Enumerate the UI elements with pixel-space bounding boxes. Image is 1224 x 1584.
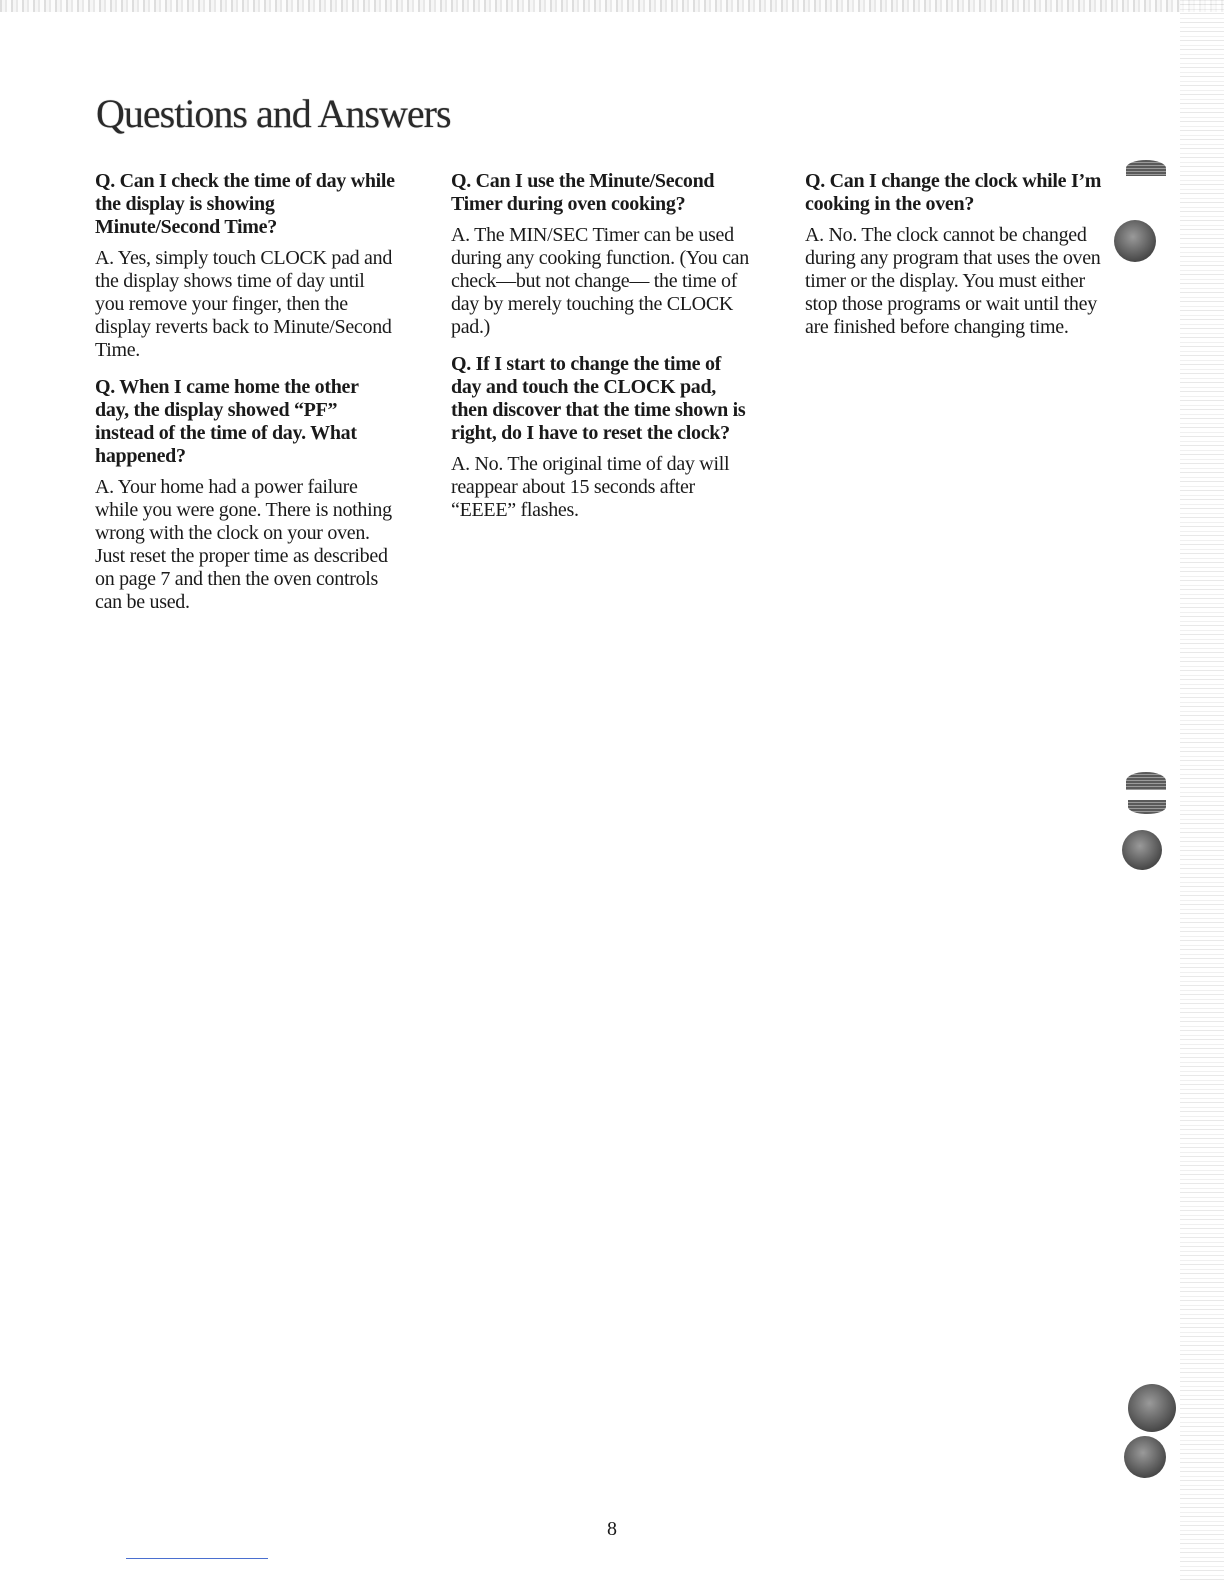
punch-hole-mark — [1128, 800, 1166, 814]
punch-hole-mark — [1128, 1384, 1176, 1432]
answer: A. Your home had a power failure while you were gone. There is nothing wrong with the clock on your oven. Just reset the proper time as described on page 7 and then the oven controls can be used. — [95, 476, 392, 613]
qa-item — [451, 353, 751, 522]
question: Q. Can I check the time of day while the display is showing Minute/Second Time? — [95, 170, 395, 238]
qa-item — [451, 170, 751, 339]
question: Q. Can I change the clock while I’m cooking in the oven? — [805, 170, 1102, 215]
answer: A. The MIN/SEC Timer can be used during any cooking function. (You can check—but not change— the time of day by merely touching the CLOCK pad.) — [451, 224, 749, 338]
punch-hole-mark — [1126, 772, 1166, 790]
scan-edge-top — [0, 0, 1224, 12]
qa-column-3 — [805, 170, 1105, 353]
scan-edge-right — [1180, 0, 1224, 1584]
qa-item — [95, 376, 395, 614]
question: Q. If I start to change the time of day and touch the CLOCK pad, then discover that the time shown is right, do I have to reset the clock? — [451, 353, 746, 444]
answer: A. No. The original time of day will reappear about 15 seconds after “EEEE” flashes. — [451, 453, 730, 521]
qa-item — [95, 170, 395, 362]
page-title: Questions and Answers — [96, 91, 451, 136]
question: Q. When I came home the other day, the display showed “PF” instead of the time of day. What happened? — [95, 376, 359, 467]
page-number: 8 — [607, 1518, 617, 1540]
punch-hole-mark — [1122, 830, 1162, 870]
qa-item — [805, 170, 1105, 339]
punch-hole-mark — [1124, 1436, 1166, 1478]
punch-hole-mark — [1114, 220, 1156, 262]
question: Q. Can I use the Minute/Second Timer during oven cooking? — [451, 170, 715, 215]
answer: A. No. The clock cannot be changed during any program that uses the oven timer or the display. You must either stop those programs or wait until they are finished before changing time. — [805, 224, 1101, 338]
qa-column-2 — [451, 170, 751, 536]
footer-rule — [126, 1558, 268, 1559]
answer: A. Yes, simply touch CLOCK pad and the display shows time of day until you remove your finger, then the display reverts back to Minute/Second Time. — [95, 247, 393, 361]
punch-hole-mark — [1126, 160, 1166, 176]
qa-column-1 — [95, 170, 395, 628]
